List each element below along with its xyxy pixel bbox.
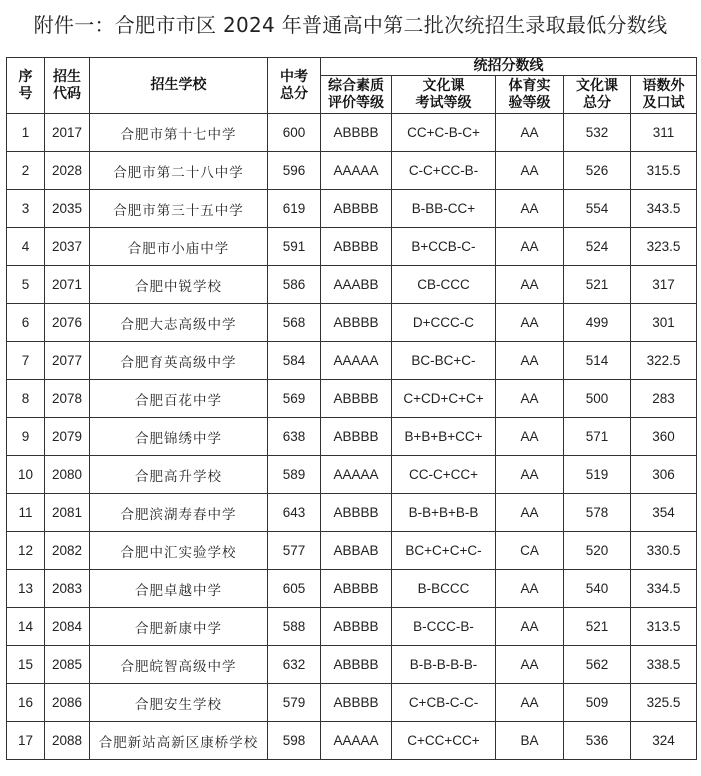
cell-pe-lab: AA — [496, 456, 564, 494]
document-title: 附件一：合肥市市区 2024 年普通高中第二批次统招生录取最低分数线 — [33, 13, 668, 37]
cell-culture-total: 571 — [564, 418, 631, 456]
cell-pe-lab: AA — [496, 608, 564, 646]
cell-school: 合肥安生学校 — [90, 684, 268, 722]
cell-culture-total: 500 — [564, 380, 631, 418]
cell-culture-grade: B-B+B+B-B — [392, 494, 496, 532]
cell-zhongkao-total: 591 — [268, 228, 321, 266]
cell-code: 2079 — [45, 418, 90, 456]
cell-culture-total: 578 — [564, 494, 631, 532]
cell-seq: 9 — [7, 418, 45, 456]
cell-culture-grade: C+CB-C-C- — [392, 684, 496, 722]
cell-pe-lab: AA — [496, 342, 564, 380]
cell-culture-total: 520 — [564, 532, 631, 570]
table-row — [7, 494, 697, 532]
cell-cme-oral: 311 — [631, 114, 697, 152]
table-body — [7, 114, 697, 760]
cell-comprehensive: ABBBB — [321, 570, 392, 608]
table-row — [7, 114, 697, 152]
cell-comprehensive: AAAAA — [321, 456, 392, 494]
table-row — [7, 266, 697, 304]
cell-pe-lab: AA — [496, 646, 564, 684]
cell-code: 2028 — [45, 152, 90, 190]
cell-culture-grade: C-C+CC-B- — [392, 152, 496, 190]
table-row — [7, 608, 697, 646]
cell-culture-grade: B-BB-CC+ — [392, 190, 496, 228]
header-seq: 序 号 — [7, 58, 45, 114]
cell-seq: 8 — [7, 380, 45, 418]
cell-seq: 6 — [7, 304, 45, 342]
cell-school: 合肥市小庙中学 — [90, 228, 268, 266]
cell-school: 合肥皖智高级中学 — [90, 646, 268, 684]
cell-zhongkao-total: 584 — [268, 342, 321, 380]
cell-cme-oral: 315.5 — [631, 152, 697, 190]
table-row — [7, 228, 697, 266]
cell-pe-lab: AA — [496, 380, 564, 418]
cell-zhongkao-total: 579 — [268, 684, 321, 722]
cell-culture-grade: BC+C+C+C- — [392, 532, 496, 570]
cell-zhongkao-total: 589 — [268, 456, 321, 494]
cell-comprehensive: ABBBB — [321, 228, 392, 266]
cell-culture-total: 509 — [564, 684, 631, 722]
cell-comprehensive: ABBBB — [321, 380, 392, 418]
cell-zhongkao-total: 598 — [268, 722, 321, 760]
header-group-cutoff: 统招分数线 — [321, 58, 697, 76]
cell-culture-grade: BC-BC+C- — [392, 342, 496, 380]
cell-school: 合肥大志高级中学 — [90, 304, 268, 342]
cell-comprehensive: AAAAA — [321, 722, 392, 760]
cell-school: 合肥中汇实验学校 — [90, 532, 268, 570]
cell-school: 合肥百花中学 — [90, 380, 268, 418]
header-zhongkao-total: 中考 总分 — [268, 58, 321, 114]
cell-zhongkao-total: 596 — [268, 152, 321, 190]
cell-school: 合肥市第十七中学 — [90, 114, 268, 152]
cell-cme-oral: 301 — [631, 304, 697, 342]
cell-comprehensive: ABBBB — [321, 418, 392, 456]
table-header — [7, 58, 697, 114]
cell-culture-total: 521 — [564, 608, 631, 646]
cell-code: 2081 — [45, 494, 90, 532]
cell-code: 2085 — [45, 646, 90, 684]
cell-zhongkao-total: 588 — [268, 608, 321, 646]
cell-seq: 16 — [7, 684, 45, 722]
table-row — [7, 190, 697, 228]
cell-school: 合肥滨湖寿春中学 — [90, 494, 268, 532]
cell-pe-lab: AA — [496, 684, 564, 722]
cell-zhongkao-total: 569 — [268, 380, 321, 418]
cell-pe-lab: AA — [496, 114, 564, 152]
table-row — [7, 380, 697, 418]
cell-code: 2076 — [45, 304, 90, 342]
cell-code: 2071 — [45, 266, 90, 304]
cell-code: 2084 — [45, 608, 90, 646]
cell-zhongkao-total: 632 — [268, 646, 321, 684]
cell-comprehensive: AAAAA — [321, 152, 392, 190]
cell-pe-lab: AA — [496, 266, 564, 304]
cell-seq: 12 — [7, 532, 45, 570]
table-row — [7, 418, 697, 456]
cell-school: 合肥新站高新区康桥学校 — [90, 722, 268, 760]
cell-seq: 5 — [7, 266, 45, 304]
cell-culture-grade: C+CD+C+C+ — [392, 380, 496, 418]
cell-culture-total: 540 — [564, 570, 631, 608]
cell-seq: 11 — [7, 494, 45, 532]
cell-pe-lab: CA — [496, 532, 564, 570]
cell-pe-lab: AA — [496, 494, 564, 532]
header-code: 招生 代码 — [45, 58, 90, 114]
cell-seq: 10 — [7, 456, 45, 494]
cell-zhongkao-total: 643 — [268, 494, 321, 532]
cell-seq: 4 — [7, 228, 45, 266]
header-culture-grade: 文化课 考试等级 — [392, 76, 496, 114]
cell-pe-lab: AA — [496, 418, 564, 456]
cell-cme-oral: 330.5 — [631, 532, 697, 570]
cell-seq: 2 — [7, 152, 45, 190]
cell-cme-oral: 322.5 — [631, 342, 697, 380]
cell-code: 2077 — [45, 342, 90, 380]
cell-school: 合肥卓越中学 — [90, 570, 268, 608]
cell-cme-oral: 354 — [631, 494, 697, 532]
cell-seq: 14 — [7, 608, 45, 646]
cell-school: 合肥新康中学 — [90, 608, 268, 646]
table-row — [7, 722, 697, 760]
cell-culture-grade: B+B+B+CC+ — [392, 418, 496, 456]
cell-comprehensive: ABBAB — [321, 532, 392, 570]
cell-culture-grade: B+CCB-C- — [392, 228, 496, 266]
cell-pe-lab: BA — [496, 722, 564, 760]
cell-seq: 7 — [7, 342, 45, 380]
cell-culture-grade: CC-C+CC+ — [392, 456, 496, 494]
cell-comprehensive: ABBBB — [321, 494, 392, 532]
cell-comprehensive: ABBBB — [321, 684, 392, 722]
cell-cme-oral: 334.5 — [631, 570, 697, 608]
cell-pe-lab: AA — [496, 190, 564, 228]
cell-comprehensive: ABBBB — [321, 114, 392, 152]
cell-cme-oral: 323.5 — [631, 228, 697, 266]
cell-cme-oral: 317 — [631, 266, 697, 304]
cell-comprehensive: AAABB — [321, 266, 392, 304]
cell-cme-oral: 306 — [631, 456, 697, 494]
cell-seq: 13 — [7, 570, 45, 608]
cell-seq: 3 — [7, 190, 45, 228]
cell-zhongkao-total: 638 — [268, 418, 321, 456]
cell-culture-grade: D+CCC-C — [392, 304, 496, 342]
cell-zhongkao-total: 568 — [268, 304, 321, 342]
cell-seq: 15 — [7, 646, 45, 684]
header-school: 招生学校 — [90, 58, 268, 114]
cell-seq: 17 — [7, 722, 45, 760]
table-row — [7, 304, 697, 342]
cell-zhongkao-total: 605 — [268, 570, 321, 608]
cell-school: 合肥市第二十八中学 — [90, 152, 268, 190]
cell-school: 合肥锦绣中学 — [90, 418, 268, 456]
cell-code: 2035 — [45, 190, 90, 228]
cell-comprehensive: AAAAA — [321, 342, 392, 380]
cell-culture-total: 536 — [564, 722, 631, 760]
cell-code: 2082 — [45, 532, 90, 570]
cell-school: 合肥中锐学校 — [90, 266, 268, 304]
cell-code: 2078 — [45, 380, 90, 418]
cell-culture-total: 499 — [564, 304, 631, 342]
cell-cme-oral: 338.5 — [631, 646, 697, 684]
table-row — [7, 456, 697, 494]
admission-score-table — [6, 57, 697, 760]
cell-zhongkao-total: 600 — [268, 114, 321, 152]
cell-code: 2088 — [45, 722, 90, 760]
table-row — [7, 646, 697, 684]
cell-culture-grade: CC+C-B-C+ — [392, 114, 496, 152]
table-row — [7, 570, 697, 608]
cell-pe-lab: AA — [496, 228, 564, 266]
cell-culture-total: 532 — [564, 114, 631, 152]
table-row — [7, 532, 697, 570]
cell-culture-total: 521 — [564, 266, 631, 304]
cell-code: 2017 — [45, 114, 90, 152]
cell-pe-lab: AA — [496, 304, 564, 342]
table-row — [7, 342, 697, 380]
cell-cme-oral: 360 — [631, 418, 697, 456]
cell-comprehensive: ABBBB — [321, 304, 392, 342]
cell-culture-total: 526 — [564, 152, 631, 190]
cell-culture-total: 554 — [564, 190, 631, 228]
cell-cme-oral: 324 — [631, 722, 697, 760]
header-culture-total: 文化课 总分 — [564, 76, 631, 114]
cell-culture-total: 519 — [564, 456, 631, 494]
cell-culture-total: 562 — [564, 646, 631, 684]
cell-culture-grade: B-B-B-B-B- — [392, 646, 496, 684]
cell-pe-lab: AA — [496, 152, 564, 190]
cell-cme-oral: 313.5 — [631, 608, 697, 646]
cell-pe-lab: AA — [496, 570, 564, 608]
cell-code: 2083 — [45, 570, 90, 608]
cell-culture-grade: CB-CCC — [392, 266, 496, 304]
cell-culture-total: 514 — [564, 342, 631, 380]
cell-comprehensive: ABBBB — [321, 646, 392, 684]
cell-cme-oral: 325.5 — [631, 684, 697, 722]
cell-zhongkao-total: 577 — [268, 532, 321, 570]
cell-culture-grade: C+CC+CC+ — [392, 722, 496, 760]
cell-code: 2086 — [45, 684, 90, 722]
cell-school: 合肥市第三十五中学 — [90, 190, 268, 228]
cell-zhongkao-total: 586 — [268, 266, 321, 304]
header-comprehensive: 综合素质 评价等级 — [321, 76, 392, 114]
header-cme-oral: 语数外 及口试 — [631, 76, 697, 114]
cell-culture-total: 524 — [564, 228, 631, 266]
table-row — [7, 684, 697, 722]
header-pe-lab: 体育实 验等级 — [496, 76, 564, 114]
cell-code: 2080 — [45, 456, 90, 494]
cell-cme-oral: 283 — [631, 380, 697, 418]
table-row — [7, 152, 697, 190]
cell-comprehensive: ABBBB — [321, 190, 392, 228]
cell-cme-oral: 343.5 — [631, 190, 697, 228]
cell-culture-grade: B-BCCC — [392, 570, 496, 608]
cell-zhongkao-total: 619 — [268, 190, 321, 228]
cell-culture-grade: B-CCC-B- — [392, 608, 496, 646]
cell-school: 合肥高升学校 — [90, 456, 268, 494]
cell-comprehensive: ABBBB — [321, 608, 392, 646]
cell-code: 2037 — [45, 228, 90, 266]
cell-seq: 1 — [7, 114, 45, 152]
cell-school: 合肥育英高级中学 — [90, 342, 268, 380]
